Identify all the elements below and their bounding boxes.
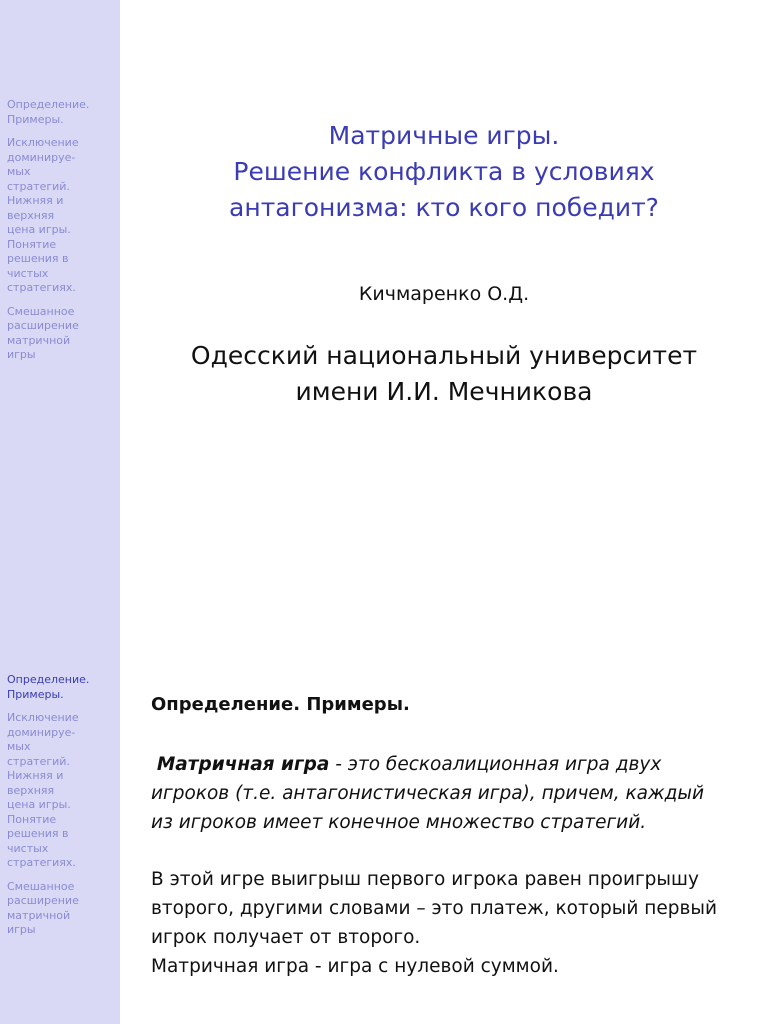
explanation-paragraph bbox=[151, 865, 751, 981]
sidebar-item-label: Исключение bbox=[7, 711, 79, 724]
presentation-title bbox=[120, 118, 768, 226]
sidebar-item-label: Примеры. bbox=[7, 687, 64, 701]
explanation-line: В этой игре выигрыш первого игрока равен проигрышу bbox=[151, 869, 699, 890]
sidebar-nav bbox=[7, 98, 115, 372]
sidebar-item-label: Нижняя и bbox=[7, 769, 64, 782]
title-line: Решение конфликта в условиях bbox=[233, 157, 655, 186]
sidebar-item-label: чистых bbox=[7, 841, 49, 855]
sidebar-item-label: расширение bbox=[7, 319, 79, 332]
title-line: антагонизма: кто кого победит? bbox=[229, 193, 659, 222]
sidebar-item-label: верхняя bbox=[7, 208, 55, 222]
sidebar-item-label: Смешанное bbox=[7, 879, 75, 893]
sidebar-item-label: мых bbox=[7, 165, 31, 178]
sidebar-item-label: стратегий. bbox=[7, 179, 70, 193]
explanation-line: Матричная игра - игра с нулевой суммой. bbox=[151, 956, 559, 977]
sidebar-item-label: Нижняя и bbox=[7, 194, 64, 207]
sidebar-item-label: решения в bbox=[7, 827, 69, 840]
sidebar-item-label: расширение bbox=[7, 894, 79, 907]
sidebar-item-label: цена игры. bbox=[7, 223, 71, 236]
institution bbox=[120, 338, 768, 410]
institution-line: Одесский национальный университет bbox=[190, 341, 698, 370]
frame-title: Определение. Примеры. bbox=[151, 694, 410, 715]
sidebar-item-label: Исключение bbox=[7, 136, 79, 149]
institution-line: имени И.И. Мечникова bbox=[295, 377, 593, 406]
sidebar bbox=[0, 0, 120, 512]
definitions-slide bbox=[0, 512, 768, 1024]
term-matrix-game: Матричная игра bbox=[156, 754, 330, 775]
sidebar-item-label: стратегиях. bbox=[7, 856, 76, 869]
sidebar-item-label: Примеры. bbox=[7, 112, 64, 126]
definition-line bbox=[151, 750, 751, 779]
sidebar-item-mixed-extension[interactable] bbox=[7, 880, 115, 938]
explanation-line: игрок получает от второго. bbox=[151, 927, 421, 948]
sidebar-item-label: доминируе- bbox=[7, 725, 76, 739]
sidebar-item-label: чистых bbox=[7, 266, 49, 280]
definition-line: из игроков имеет конечное множество стратегий. bbox=[151, 812, 647, 833]
sidebar-item-label: игры bbox=[7, 923, 36, 936]
sidebar-item-mixed-extension[interactable] bbox=[7, 305, 115, 363]
sidebar-item-label: Определение. bbox=[7, 98, 90, 111]
sidebar bbox=[0, 512, 120, 1024]
definition-paragraph bbox=[151, 750, 751, 837]
explanation-line: второго, другими словами – это платеж, который первый bbox=[151, 898, 718, 919]
sidebar-item-label: решения в bbox=[7, 252, 69, 265]
sidebar-item-label: стратегиях. bbox=[7, 281, 76, 294]
definition-text: - это бескоалиционная игра двух bbox=[329, 754, 662, 775]
sidebar-item-label: Понятие bbox=[7, 237, 57, 251]
sidebar-item-dominated-strategies[interactable] bbox=[7, 136, 115, 296]
sidebar-item-label: матричной bbox=[7, 333, 71, 347]
sidebar-nav bbox=[7, 673, 115, 947]
sidebar-item-label: верхняя bbox=[7, 783, 55, 797]
sidebar-item-label: мых bbox=[7, 740, 31, 753]
sidebar-item-label: цена игры. bbox=[7, 798, 71, 811]
sidebar-item-label: игры bbox=[7, 348, 36, 361]
sidebar-item-label: доминируе- bbox=[7, 150, 76, 164]
sidebar-item-definitions[interactable] bbox=[7, 673, 115, 702]
author: Кичмаренко О.Д. bbox=[358, 283, 530, 305]
definition-line: игроков (т.е. антагонистическая игра), причем, каждый bbox=[151, 783, 705, 804]
sidebar-item-label: Понятие bbox=[7, 812, 57, 826]
sidebar-item-dominated-strategies[interactable] bbox=[7, 711, 115, 871]
sidebar-item-definitions[interactable] bbox=[7, 98, 115, 127]
sidebar-item-label: Смешанное bbox=[7, 304, 75, 318]
sidebar-item-label: матричной bbox=[7, 908, 71, 922]
title-line: Матричные игры. bbox=[328, 121, 560, 150]
sidebar-item-label: стратегий. bbox=[7, 754, 70, 768]
sidebar-item-label: Определение. bbox=[7, 673, 90, 686]
